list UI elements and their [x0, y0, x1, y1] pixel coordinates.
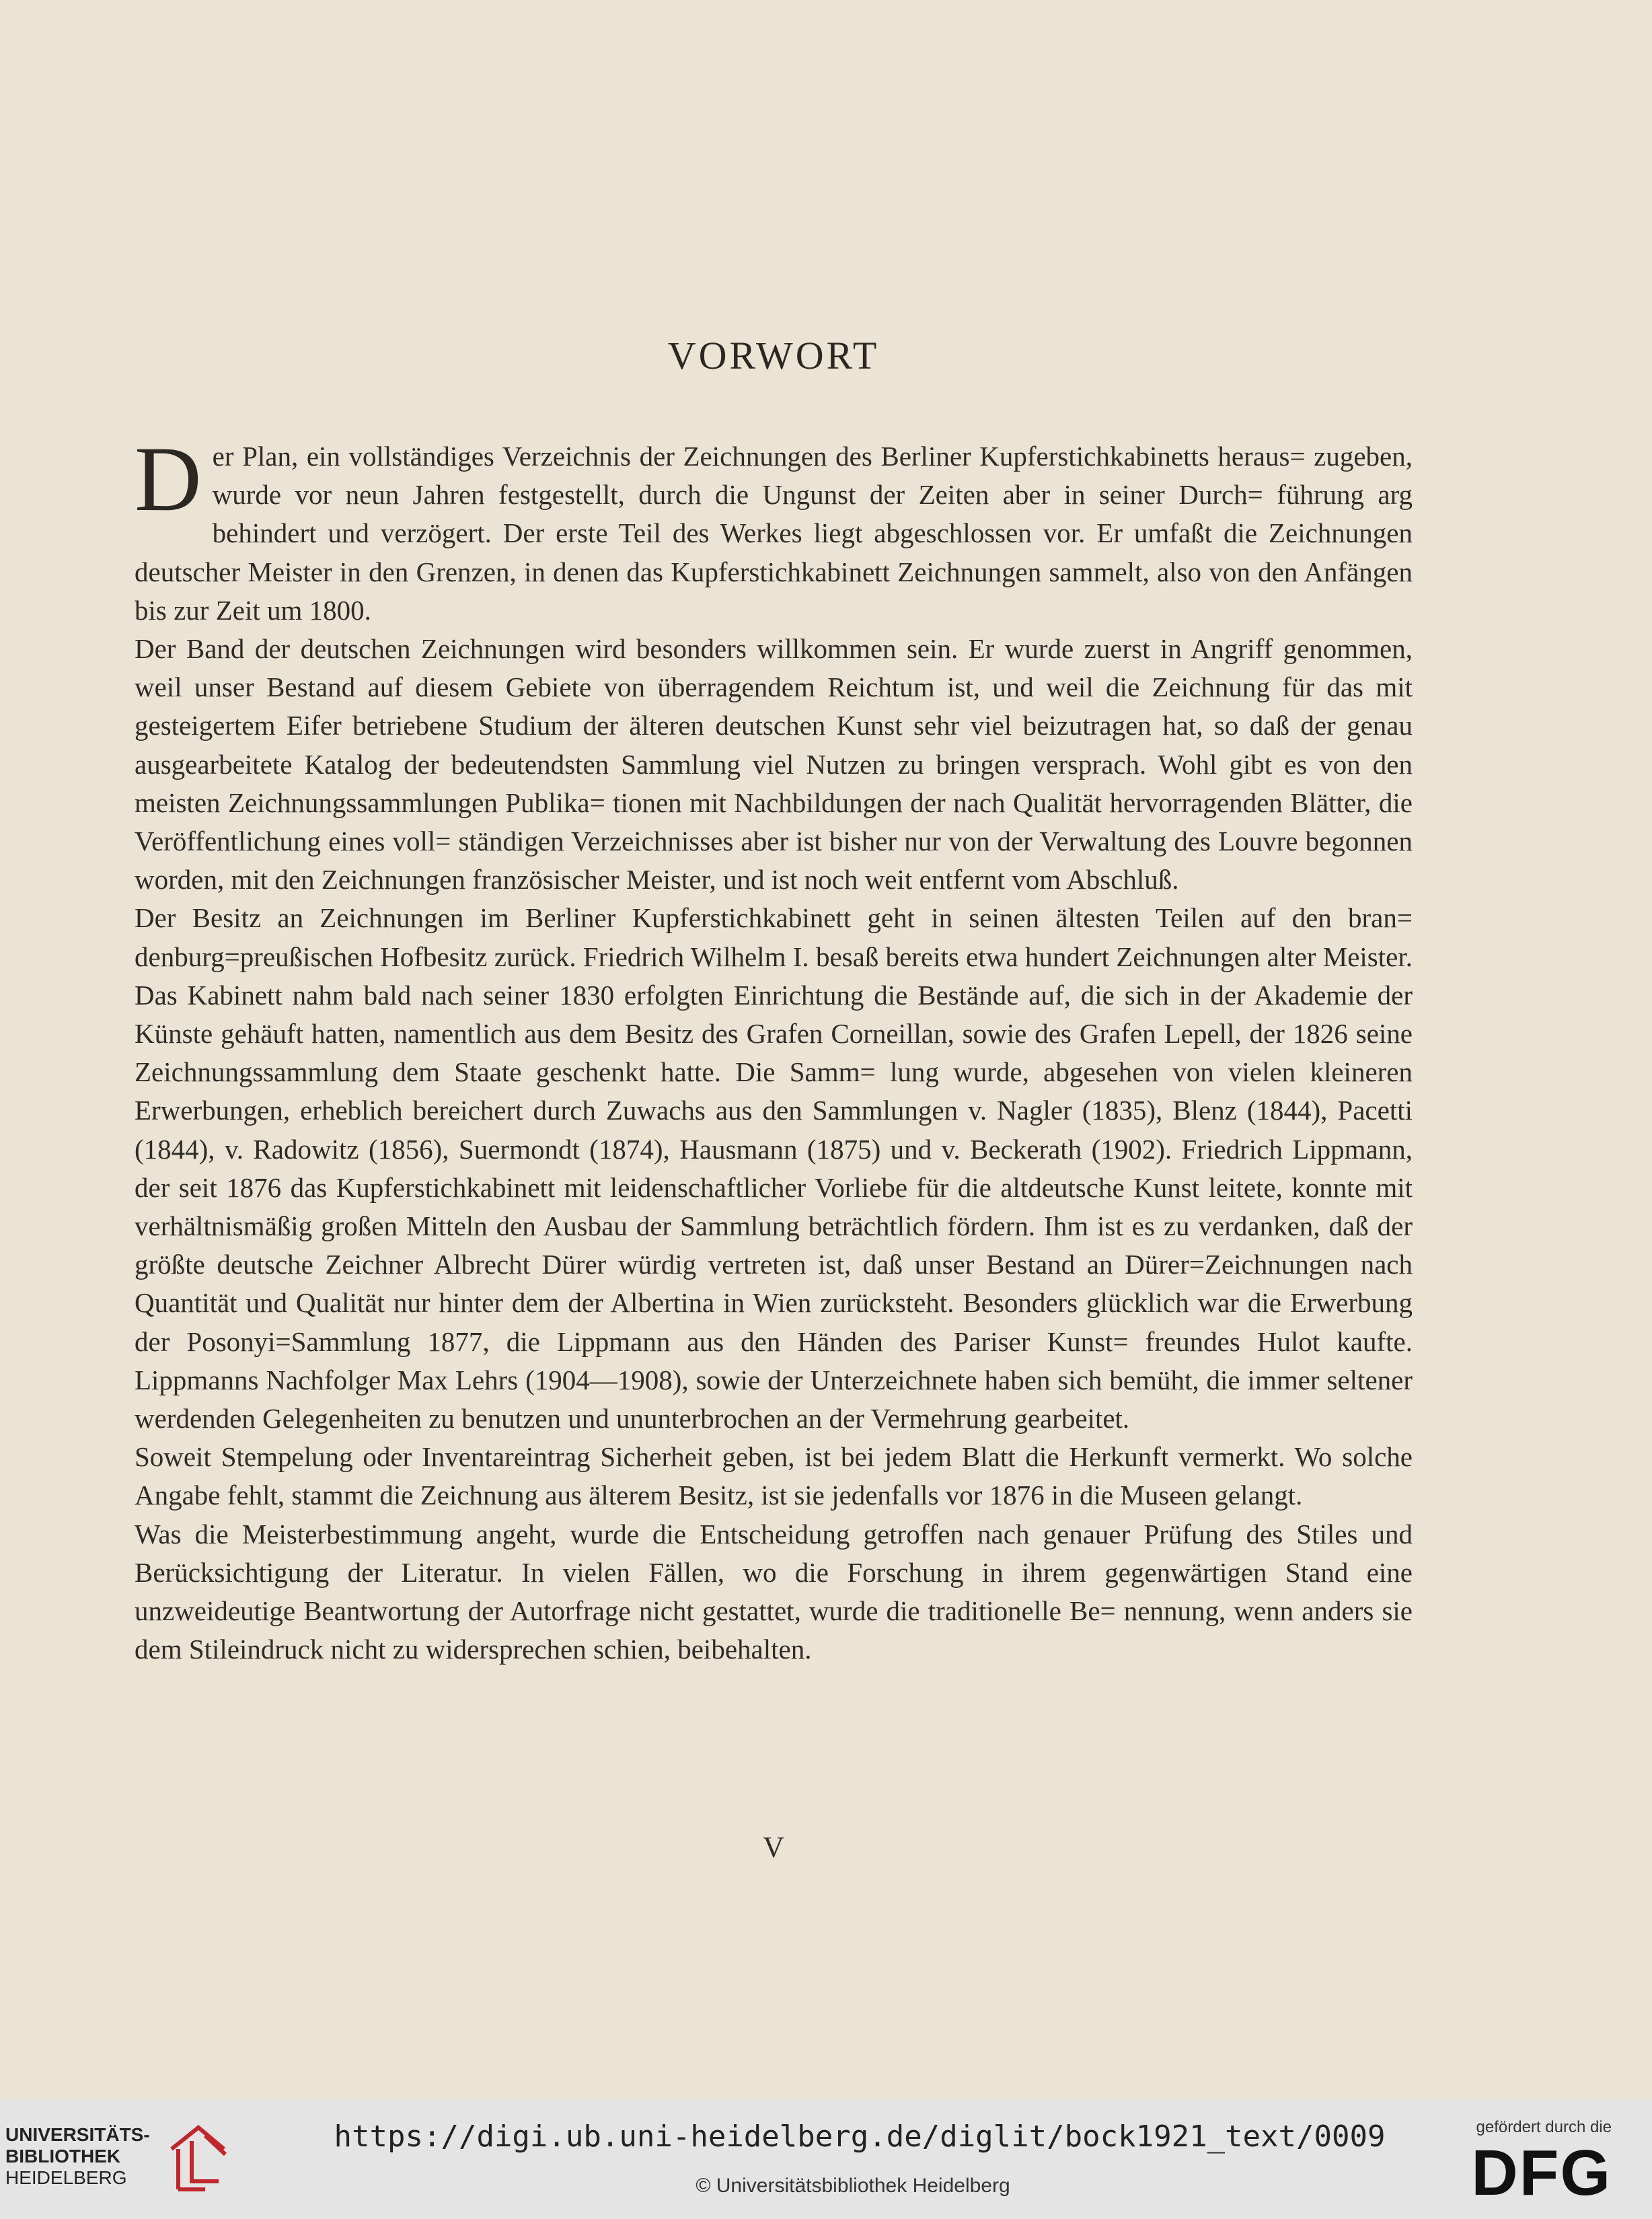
paragraph-2: Der Band der deutschen Zeichnungen wird besonders willkommen sein. Er wurde zuerst in Angriff genommen, weil unser Bestand auf diesem Gebiete von überragendem Reichtum ist, und weil die Zeichnung für das mit gesteigertem Eifer betriebene Studium der älteren deutschen Kunst sehr viel beizutragen hat, so daß der genau ausgearbeitete Katalog der bedeutendsten Sammlung viel Nutzen zu bringen versprach. Wohl gibt es von den meisten Zeichnungssammlungen Publika= tionen mit Nachbildungen der nach Qualität hervorragenden Blätter, die Veröffentlichung eines voll= ständigen Verzeichnisses aber ist bisher nur von der Verwaltung des Louvre begonnen worden, mit den Zeichnungen französischer Meister, und ist noch weit entfernt vom Abschluß.	[135, 633, 1413, 896]
paragraph-4: Soweit Stempelung oder Inventareintrag Sicherheit geben, ist bei jedem Blatt die Herkunft vermerkt. Wo solche Angabe fehlt, stammt die Zeichnung aus älterem Besitz, ist sie jedenfalls vor 1876 in die Museen gelangt.	[135, 1441, 1413, 1511]
dfg-logo[interactable]: DFG	[1471, 2137, 1612, 2209]
permalink[interactable]	[0, 2119, 1652, 2154]
paragraph-1-text: er Plan, ein vollständiges Verzeichnis der Zeichnungen des Berliner Kupferstichkabinetts heraus= zugeben, wurde vor neun Jahren festgestellt, durch die Ungunst der Zeiten aber in seiner Durch= führung arg behindert und verzögert. Der erste Teil des Werkes liegt abgeschlossen vor. Er umfaßt die Zeichnungen deutscher Meister in den Grenzen, in denen das Kupferstichkabinett Zeichnungen sammelt, also von den Anfängen bis zur Zeit um 1800.	[135, 441, 1413, 626]
body-text	[135, 427, 1413, 1669]
funded-by-label: gefördert durch die	[1476, 2118, 1612, 2136]
paragraph-1	[135, 427, 1413, 630]
viewer-footer	[0, 2099, 1652, 2219]
paragraph-3: Der Besitz an Zeichnungen im Berliner Kupferstichkabinett geht in seinen ältesten Teilen auf den bran= denburg=preußischen Hofbesitz zurück. Friedrich Wilhelm I. besaß bereits etwa hundert Zeichnungen alter Meister. Das Kabinett nahm bald nach seiner 1830 erfolgten Einrichtung die Bestände auf, die sich in der Akademie der Künste gehäuft hatten, namentlich aus dem Besitz des Grafen Corneillan, sowie des Grafen Lepell, der 1826 seine Zeichnungssammlung dem Staate geschenkt hatte. Die Samm= lung wurde, abgesehen von vielen kleineren Erwerbungen, erheblich bereichert durch Zuwachs aus den Sammlungen v. Nagler (1835), Blenz (1844), Pacetti (1844), v. Radowitz (1856), Suermondt (1874), Hausmann (1875) und v. Beckerath (1902). Friedrich Lippmann, der seit 1876 das Kupferstichkabinett mit leidenschaftlicher Vorliebe für die altdeutsche Kunst leitete, konnte mit verhältnismäßig großen Mitteln den Ausbau der Sammlung beträchtlich fördern. Ihm ist es zu verdanken, daß der größte deutsche Zeichner Albrecht Dürer würdig vertreten ist, daß unser Bestand an Dürer=Zeichnungen nach Quantität und Qualität nur hinter dem der Albertina in Wien zurücksteht. Besonders glücklich war die Erwerbung der Posonyi=Sammlung 1877, die Lippmann aus den Händen des Pariser Kunst= freundes Hulot kaufte. Lippmanns Nachfolger Max Lehrs (1904—1908), sowie der Unterzeichnete haben sich bemüht, die immer seltener werdenden Gelegenheiten zu benutzen und ununterbrochen an der Vermehrung gearbeitet.	[135, 902, 1413, 1434]
library-name-line-2: BIBLIOTHEK	[5, 2146, 121, 2167]
library-name-line-1: UNIVERSITÄTS-	[5, 2124, 150, 2145]
paragraph-5: Was die Meisterbestimmung angeht, wurde die Entscheidung getroffen nach genauer Prüfung des Stiles und Berücksichtigung der Literatur. In vielen Fällen, wo die Forschung in ihrem gegenwärtigen Stand eine unzweideutige Beantwortung der Autorfrage nicht gestattet, wurde die traditionelle Be= nennung, wenn anders sie dem Stileindruck nicht zu widersprechen schien, beibehalten.	[135, 1518, 1413, 1665]
page-heading: VORWORT	[667, 334, 880, 377]
copyright-notice: © Universitätsbibliothek Heidelberg	[696, 2175, 1010, 2197]
page-number: V	[763, 1831, 784, 1864]
permalink-text[interactable]: https://digi.ub.uni-heidelberg.de/diglit/bock1921_text/0009	[334, 2119, 1386, 2154]
drop-cap: D	[135, 427, 202, 530]
library-name-line-3: HEIDELBERG	[5, 2167, 127, 2188]
